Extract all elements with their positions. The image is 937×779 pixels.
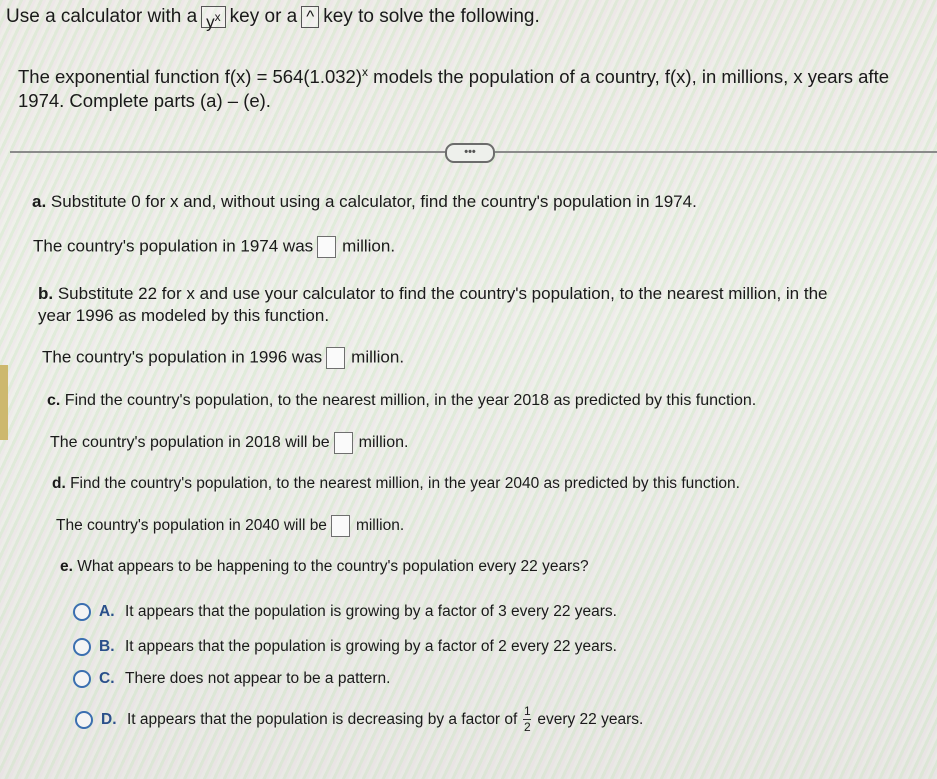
fraction-one-half: $\frac{1}{2}$ [524, 704, 531, 734]
radio-icon[interactable] [73, 603, 91, 621]
option-b[interactable]: B. It appears that the population is growing by a factor of 2 every 22 years. [73, 638, 617, 656]
y-power-x-key-icon: $y^x$ [201, 6, 226, 28]
calculator-instruction [6, 6, 540, 32]
instruction-text: Use a calculator with a [6, 6, 198, 28]
expand-more-button[interactable]: ••• [445, 143, 495, 163]
part-d-answer-input[interactable] [331, 515, 350, 537]
radio-icon[interactable] [75, 711, 93, 729]
part-e-question: e. What appears to be happening to the country's population every 22 years? [60, 558, 589, 575]
part-b-answer-row: The country's population in 1996 was million. [42, 347, 404, 369]
instruction-text: key to solve the following. [323, 6, 540, 28]
caret-key-icon: ^ [301, 6, 319, 28]
scroll-indicator [0, 365, 8, 440]
part-d-answer-row: The country's population in 2040 will be million. [56, 515, 404, 537]
problem-intro: The exponential function $f(x) = 564(1.032)^x$ models the population of a country, f(x), in millions, x years afte 1974. Complete parts (a) – (e). [18, 65, 889, 112]
part-c-answer-input[interactable] [334, 432, 353, 454]
part-a-question: a. Substitute 0 for x and, without using a calculator, find the country's population in 1974. [32, 192, 697, 211]
part-a-answer-row: The country's population in 1974 was million. [33, 236, 395, 258]
option-d[interactable]: D. It appears that the population is decreasing by a factor of $\frac{1}{2}$ every 22 years. [75, 705, 643, 734]
radio-icon[interactable] [73, 638, 91, 656]
part-b-answer-input[interactable] [326, 347, 345, 369]
radio-icon[interactable] [73, 670, 91, 688]
part-c-answer-row: The country's population in 2018 will be million. [50, 432, 408, 454]
instruction-text: key or a [229, 6, 298, 28]
part-b-question: b. Substitute 22 for x and use your calculator to find the country's population, to the nearest million, in the year 1996 as modeled by this function. [38, 284, 828, 325]
option-a[interactable]: A. It appears that the population is growing by a factor of 3 every 22 years. [73, 603, 617, 621]
option-c[interactable]: C. There does not appear to be a pattern. [73, 670, 390, 688]
part-a-answer-input[interactable] [317, 236, 336, 258]
part-c-question: c. Find the country's population, to the nearest million, in the year 2018 as predicted by this function. [47, 392, 757, 409]
part-d-question: d. Find the country's population, to the nearest million, in the year 2040 as predicted by this function. [52, 475, 740, 492]
